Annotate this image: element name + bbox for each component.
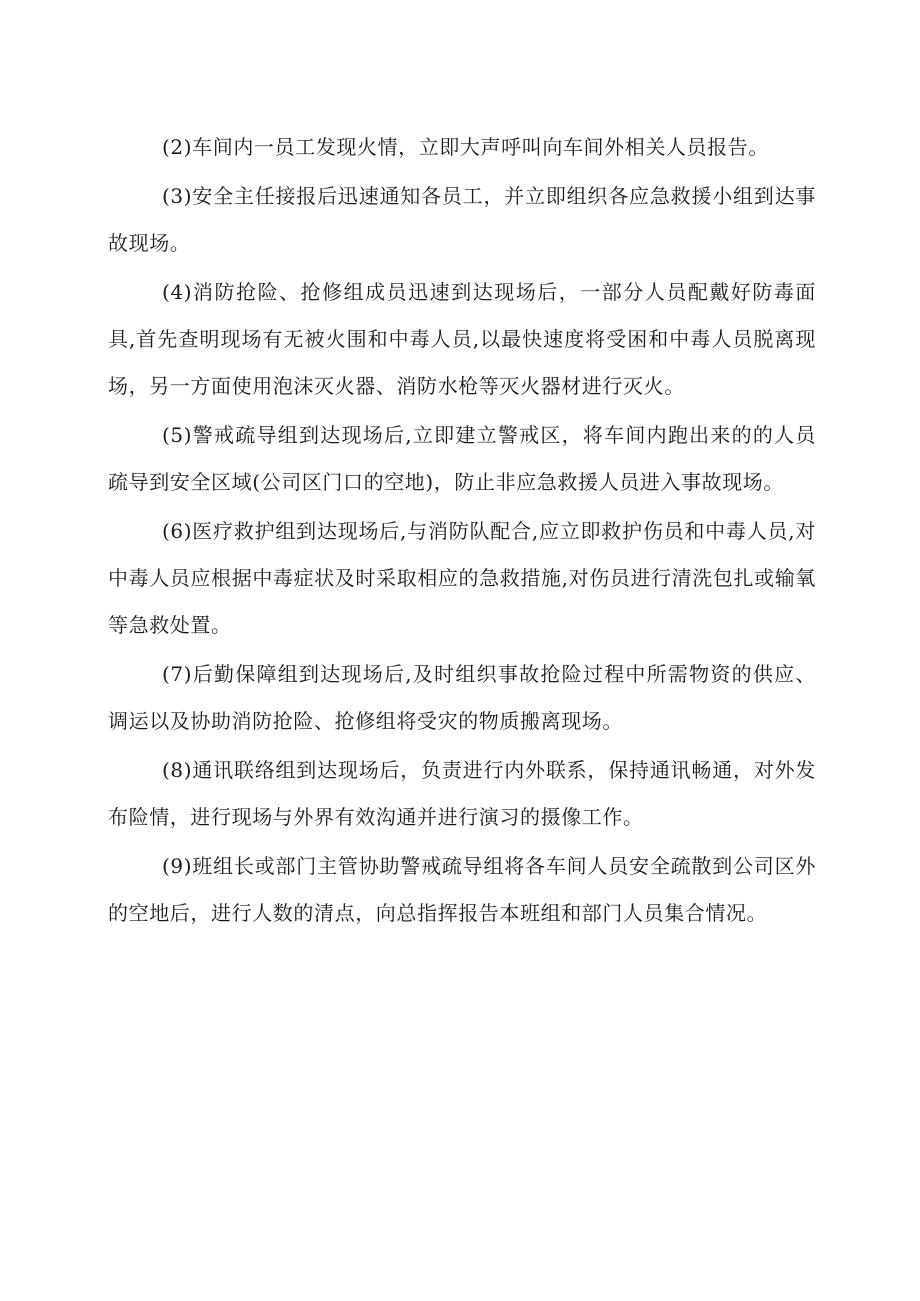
paragraph-step-8: (8)通讯联络组到达现场后，负责进行内外联系，保持通讯畅通，对外发布险情，进行现场与外界有效沟通并进行演习的摄像工作。	[108, 758, 816, 829]
paragraph-step-6: (6)医疗救护组到达现场后,与消防队配合,应立即救护伤员和中毒人员,对中毒人员应根据中毒症状及时采取相应的急救措施,对伤员进行清洗包扎或输氧等急救处置。	[108, 519, 816, 637]
paragraph-step-9: (9)班组长或部门主管协助警戒疏导组将各车间人员安全疏散到公司区外的空地后，进行人数的清点，向总指挥报告本班组和部门人员集合情况。	[108, 854, 816, 925]
document-body	[108, 124, 816, 939]
paragraph-step-4: (4)消防抢险、抢修组成员迅速到达现场后，一部分人员配戴好防毒面具,首先查明现场有无被火围和中毒人员,以最快速度将受困和中毒人员脱离现场，另一方面使用泡沫灭火器、消防水枪等灭火器材进行灭火。	[108, 280, 816, 398]
paragraph-step-2: (2)车间内一员工发现火情，立即大声呼叫向车间外相关人员报告。	[162, 135, 769, 159]
paragraph-step-5: (5)警戒疏导组到达现场后,立即建立警戒区，将车间内跑出来的的人员疏导到安全区域(公司区门口的空地)，防止非应急救援人员进入事故现场。	[108, 423, 816, 494]
paragraph-step-3: (3)安全主任接报后迅速通知各员工，并立即组织各应急救援小组到达事故现场。	[108, 184, 816, 255]
paragraph-step-7: (7)后勤保障组到达现场后,及时组织事故抢险过程中所需物资的供应、调运以及协助消防抢险、抢修组将受灾的物质搬离现场。	[108, 662, 816, 733]
